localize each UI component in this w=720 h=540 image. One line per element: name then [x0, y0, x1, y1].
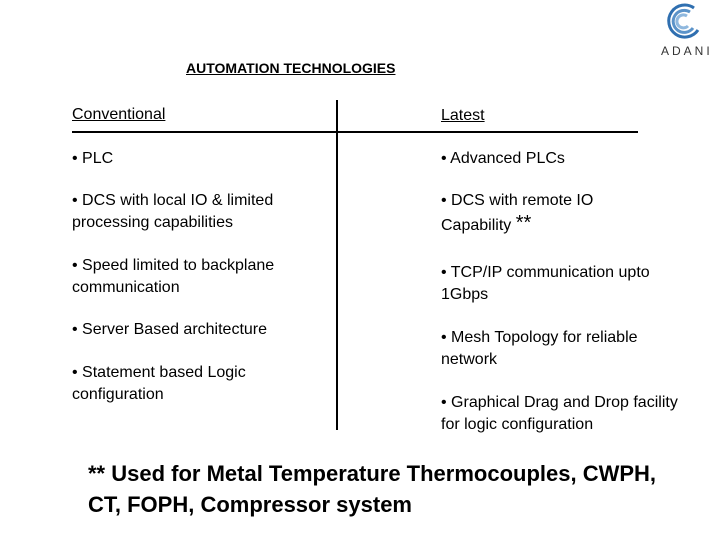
footnote: ** Used for Metal Temperature Thermocouples, CWPH, CT, FOPH, Compressor system — [88, 461, 657, 517]
conventional-item: • DCS with local IO & limited processing capabilities — [72, 192, 274, 231]
latest-item-dcs-remote-io — [441, 190, 641, 237]
table-column-divider — [336, 100, 338, 430]
footnote-marker: ** — [515, 212, 532, 234]
adani-swirl-icon — [660, 2, 706, 42]
latest-item: • Advanced PLCs — [441, 150, 565, 167]
latest-item: • TCP/IP communication upto 1Gbps — [441, 264, 650, 303]
latest-item: • Graphical Drag and Drop facility for logic configuration — [441, 394, 678, 433]
page-title: AUTOMATION TECHNOLOGIES — [186, 60, 396, 76]
latest-item: • Mesh Topology for reliable network — [441, 329, 638, 368]
latest-item-text: • DCS with remote IO Capability — [441, 192, 594, 234]
adani-logo — [660, 2, 706, 42]
header-conventional: Conventional — [72, 106, 166, 123]
conventional-item: • PLC — [72, 150, 114, 167]
table-header-divider — [72, 131, 638, 133]
conventional-item: • Statement based Logic configuration — [72, 364, 246, 403]
header-latest: Latest — [441, 107, 485, 124]
conventional-item: • Speed limited to backplane communication — [72, 257, 275, 296]
logo-text: ADANI — [661, 44, 713, 58]
conventional-item: • Server Based architecture — [72, 321, 268, 338]
